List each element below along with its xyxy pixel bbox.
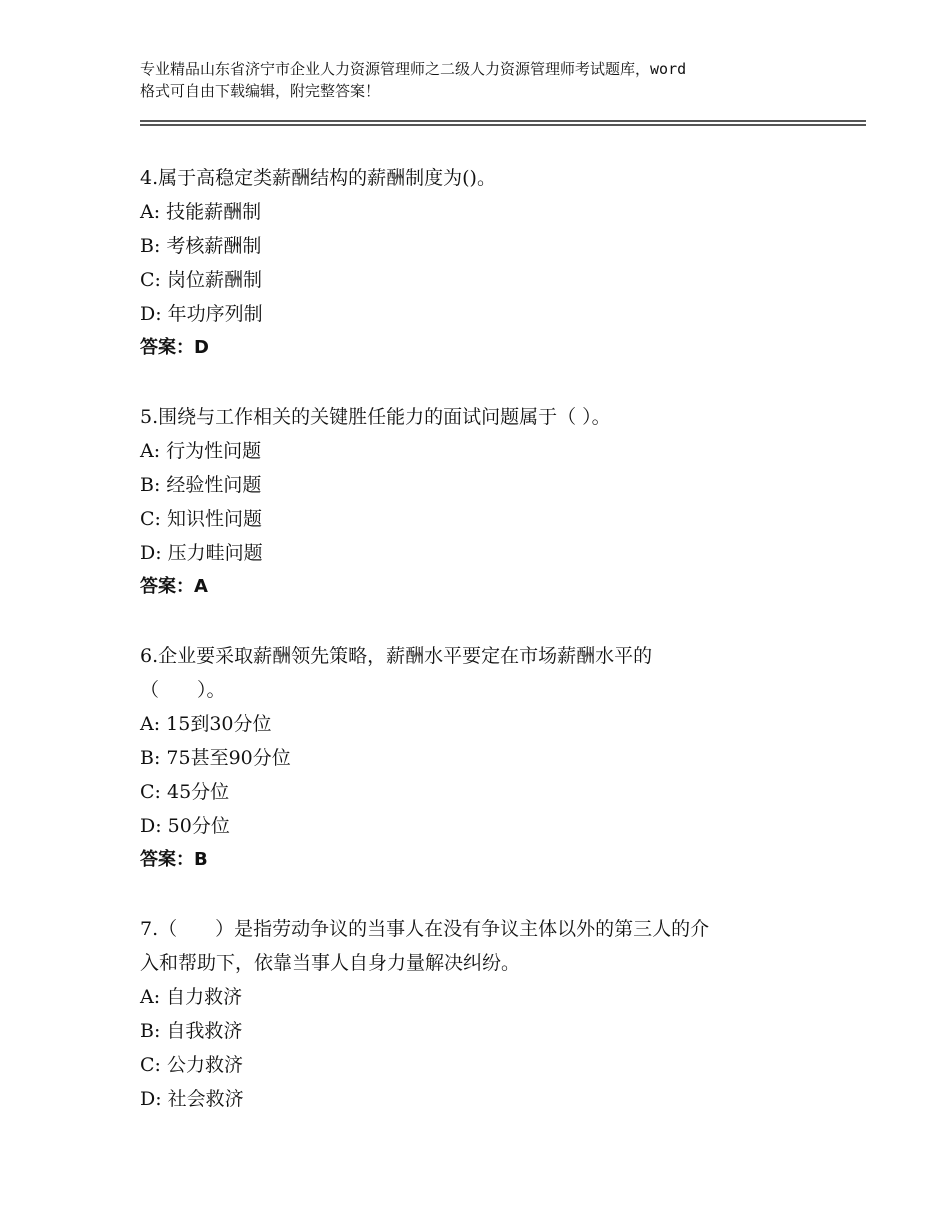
document-header xyxy=(140,58,830,102)
option-a: A: 技能薪酬制 xyxy=(140,201,262,223)
option-b: B: 自我救济 xyxy=(140,1020,243,1042)
question-stem-line-1: 7.（ ）是指劳动争议的当事人在没有争议主体以外的第三人的介 xyxy=(140,918,710,940)
header-divider-top xyxy=(140,120,866,122)
answer: 答案：D xyxy=(140,337,209,358)
option-c: C: 45分位 xyxy=(140,781,230,803)
question-7 xyxy=(140,912,840,1116)
option-c: C: 知识性问题 xyxy=(140,508,262,530)
question-stem-line-2: （ ）。 xyxy=(140,679,226,701)
option-d: D: 50分位 xyxy=(140,815,230,837)
option-d: D: 社会救济 xyxy=(140,1088,244,1110)
answer: 答案：A xyxy=(140,576,208,597)
header-line-2: 格式可自由下载编辑，附完整答案！ xyxy=(140,82,381,100)
option-d: D: 压力畦问题 xyxy=(140,542,263,564)
option-a: A: 行为性问题 xyxy=(140,440,262,462)
option-c: C: 公力救济 xyxy=(140,1054,243,1076)
answer: 答案：B xyxy=(140,849,208,870)
question-stem-line-1: 6.企业要采取薪酬领先策略，薪酬水平要定在市场薪酬水平的 xyxy=(140,645,653,667)
header-line-1: 专业精品山东省济宁市企业人力资源管理师之二级人力资源管理师考试题库，word xyxy=(140,60,687,78)
question-stem: 4.属于高稳定类薪酬结构的薪酬制度为()。 xyxy=(140,167,496,189)
question-stem: 5.围绕与工作相关的关键胜任能力的面试问题属于（ ）。 xyxy=(140,406,611,428)
option-b: B: 75甚至90分位 xyxy=(140,747,291,769)
option-c: C: 岗位薪酬制 xyxy=(140,269,262,291)
question-5 xyxy=(140,400,840,604)
question-6 xyxy=(140,639,840,877)
header-divider-bottom xyxy=(140,124,866,126)
option-a: A: 15到30分位 xyxy=(140,713,272,735)
option-b: B: 考核薪酬制 xyxy=(140,235,262,257)
option-a: A: 自力救济 xyxy=(140,986,243,1008)
question-stem-line-2: 入和帮助下，依靠当事人自身力量解决纠纷。 xyxy=(140,952,521,974)
question-4 xyxy=(140,161,840,365)
option-b: B: 经验性问题 xyxy=(140,474,262,496)
option-d: D: 年功序列制 xyxy=(140,303,263,325)
